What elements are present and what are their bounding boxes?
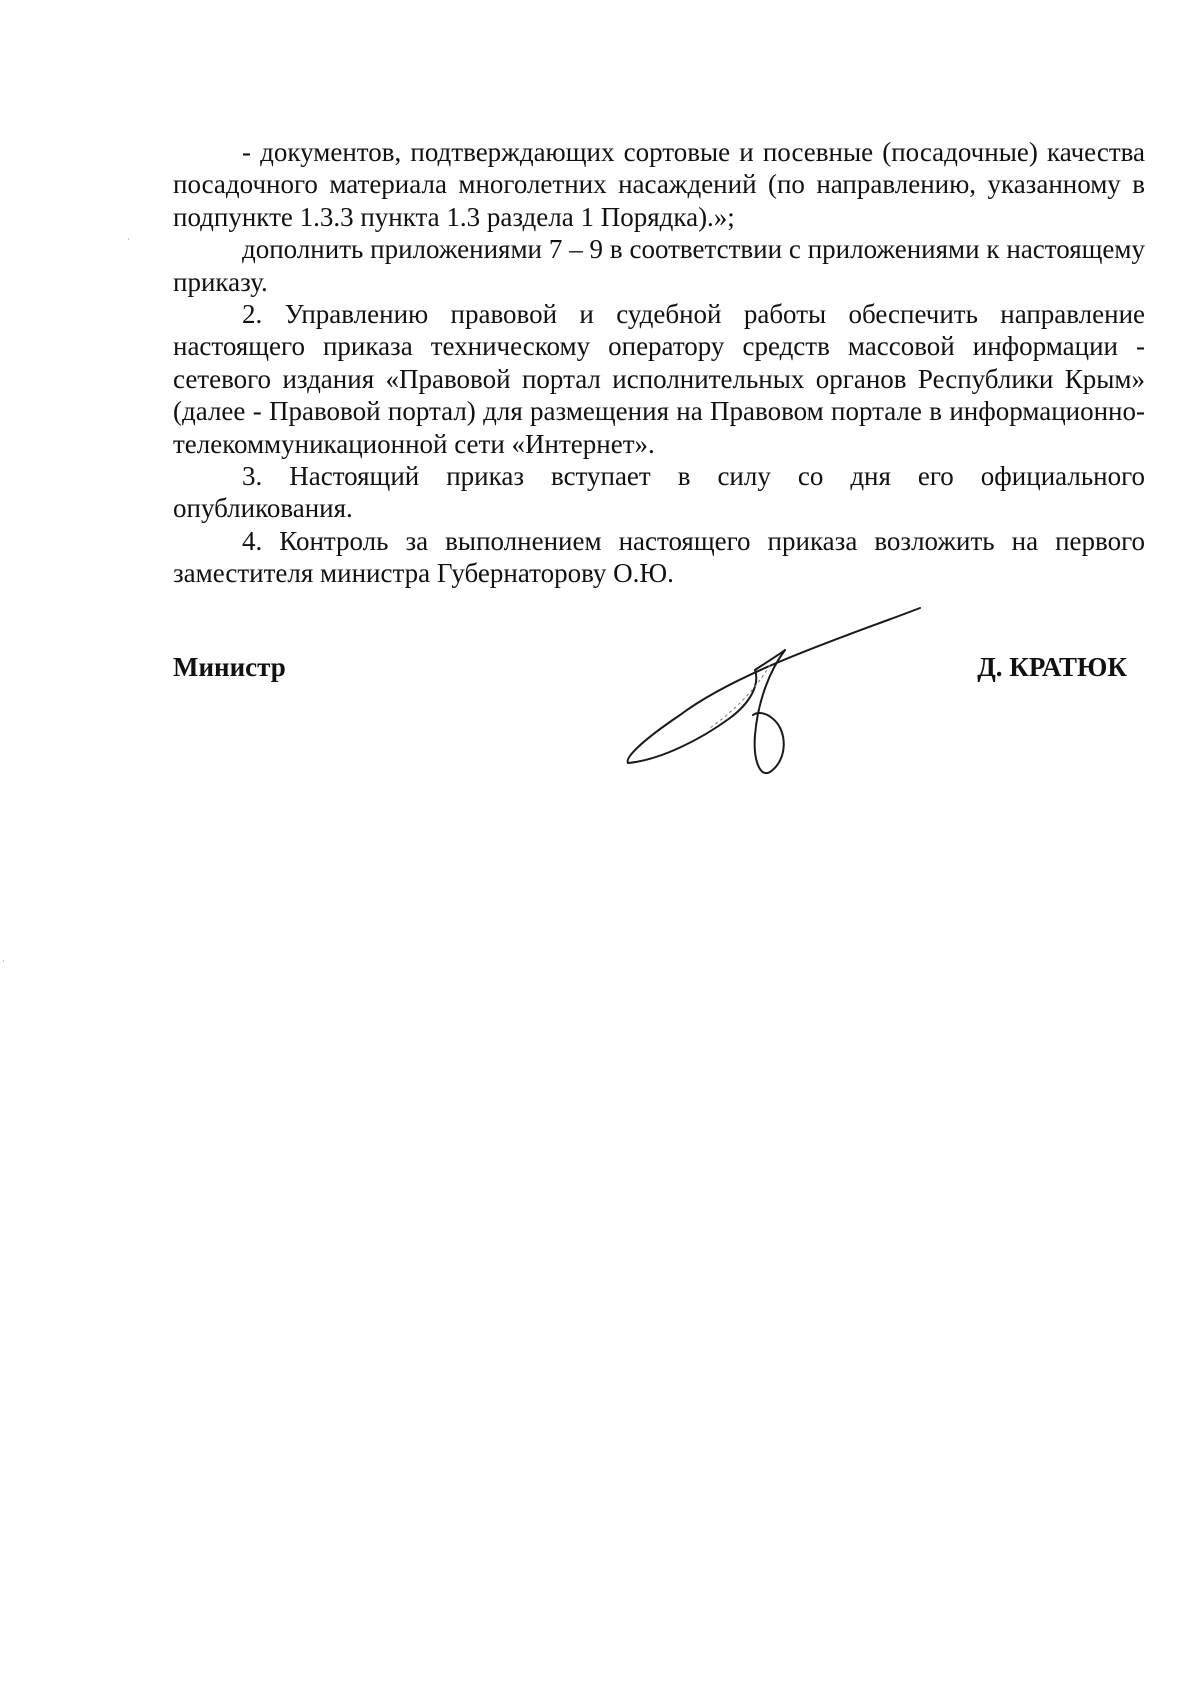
paragraph-item-2: 2. Управлению правовой и судебной работы обеспечить направление настоящего приказа техническому оператору средств массовой информации - сетевого издания «Правовой портал исполнительных органов Республики Крым» (далее - Правовой портал) для размещения на Правовом портале в информационно-телекоммуникационной сети «Интернет». xyxy=(173,299,1145,459)
paragraph-item-4: 4. Контроль за выполнением настоящего приказа возложить на первого заместителя министра Губернаторову О.Ю. xyxy=(173,525,1145,589)
document-body xyxy=(173,136,1145,590)
scan-edge-mark xyxy=(3,960,4,962)
scan-edge-mark xyxy=(128,238,129,240)
paragraph-appendices: дополнить приложениями 7 – 9 в соответствии с приложениями к настоящему приказу. xyxy=(173,234,1145,297)
signatory-name: Д. КРАТЮК xyxy=(977,652,1127,682)
paragraph-documents-item: - документов, подтверждающих сортовые и посевные (посадочные) качества посадочного материала многолетних насаждений (по направлению, указанному в подпункте 1.3.3 пункта 1.3 раздела 1 Порядка).»; xyxy=(173,137,1145,232)
paragraph-item-3: 3. Настоящий приказ вступает в силу со дня его официального опубликования. xyxy=(173,461,1145,524)
signatory-title: Министр xyxy=(173,652,286,682)
handwritten-signature-icon xyxy=(620,600,930,780)
